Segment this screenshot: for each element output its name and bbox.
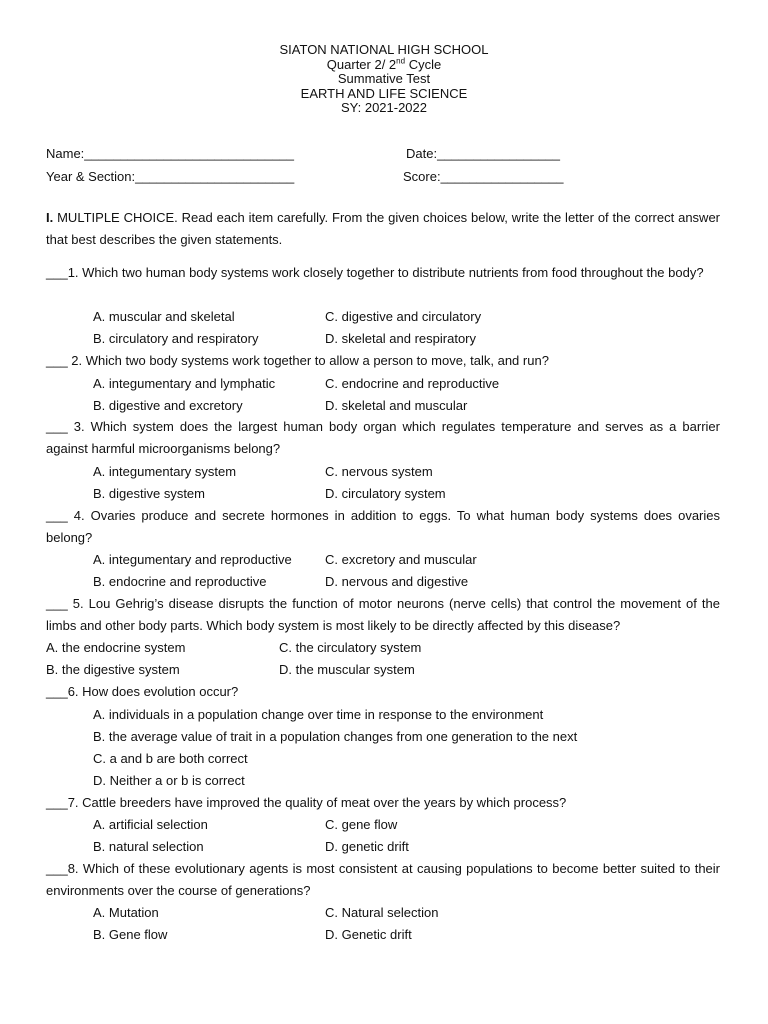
question-1-text: ___1. Which two human body systems work closely together to distribute nutrients from food throughout the body?: [46, 265, 704, 280]
question-3-text: ___ 3. Which system does the largest human body organ which regulates temperature and serves as a barrier against harmful microorganisms belong?: [46, 419, 720, 456]
question-4-text: ___ 4. Ovaries produce and secrete hormones in addition to eggs. To what human body systems does ovaries belong?: [46, 508, 720, 545]
q4-choice-d: D. nervous and digestive: [325, 574, 469, 589]
q3-choice-a: A. integumentary system: [93, 464, 237, 479]
school-name: SIATON NATIONAL HIGH SCHOOL: [279, 42, 489, 57]
question-8-text: ___8. Which of these evolutionary agents is most consistent at causing populations to become better suited to their environments over the course of generations?: [46, 861, 720, 898]
q2-choice-c: C. endocrine and reproductive: [325, 376, 500, 391]
q8-choice-b: B. Gene flow: [93, 927, 168, 942]
q6-choice-d: D. Neither a or b is correct: [93, 773, 245, 788]
q2-choice-a: A. integumentary and lymphatic: [93, 376, 276, 391]
q5-choice-d: D. the muscular system: [279, 662, 415, 677]
q5-choice-c: C. the circulatory system: [279, 640, 422, 655]
name-field: Name:_____________________________: [46, 146, 294, 161]
q7-choice-c: C. gene flow: [325, 817, 398, 832]
year-section-field: Year & Section:______________________: [46, 169, 295, 184]
quarter-cycle: Quarter 2/ 2nd Cycle: [326, 56, 442, 72]
q1-choice-c: C. digestive and circulatory: [325, 309, 482, 324]
q2-choice-d: D. skeletal and muscular: [325, 398, 468, 413]
q4-choice-b: B. endocrine and reproductive: [93, 574, 267, 589]
date-field: Date:_________________: [406, 146, 560, 161]
test-type: Summative Test: [337, 71, 431, 86]
q1-choice-b: B. circulatory and respiratory: [93, 331, 259, 346]
q3-choice-b: B. digestive system: [93, 486, 205, 501]
score-field: Score:_________________: [403, 169, 564, 184]
q7-choice-b: B. natural selection: [93, 839, 204, 854]
q6-choice-c: C. a and b are both correct: [93, 751, 248, 766]
subject-title: EARTH AND LIFE SCIENCE: [300, 86, 468, 101]
q5-choice-a: A. the endocrine system: [46, 640, 186, 655]
question-6-text: ___6. How does evolution occur?: [46, 684, 239, 699]
section-instructions: I. MULTIPLE CHOICE. Read each item carefully. From the given choices below, write the letter of the correct answer that best describes the given statements.: [46, 210, 720, 247]
question-7-text: ___7. Cattle breeders have improved the quality of meat over the years by which process?: [46, 795, 567, 810]
q1-choice-a: A. muscular and skeletal: [93, 309, 235, 324]
q4-choice-c: C. excretory and muscular: [325, 552, 477, 567]
q8-choice-a: A. Mutation: [93, 905, 159, 920]
q3-choice-d: D. circulatory system: [325, 486, 446, 501]
q6-choice-b: B. the average value of trait in a population changes from one generation to the next: [93, 729, 578, 744]
q7-choice-d: D. genetic drift: [325, 839, 409, 854]
q7-choice-a: A. artificial selection: [93, 817, 208, 832]
q1-choice-d: D. skeletal and respiratory: [325, 331, 477, 346]
school-year: SY: 2021-2022: [340, 100, 428, 115]
q4-choice-a: A. integumentary and reproductive: [93, 552, 292, 567]
q8-choice-c: C. Natural selection: [325, 905, 439, 920]
q2-choice-b: B. digestive and excretory: [93, 398, 243, 413]
question-5-text: ___ 5. Lou Gehrig’s disease disrupts the function of motor neurons (nerve cells) that control the movement of the limbs and other body parts. Which body system is most likely to be directly affected by this disease?: [46, 596, 720, 633]
q8-choice-d: D. Genetic drift: [325, 927, 412, 942]
question-2-text: ___ 2. Which two body systems work together to allow a person to move, talk, and run?: [46, 353, 549, 368]
q6-choice-a: A. individuals in a population change over time in response to the environment: [93, 707, 544, 722]
q3-choice-c: C. nervous system: [325, 464, 433, 479]
q5-choice-b: B. the digestive system: [46, 662, 180, 677]
